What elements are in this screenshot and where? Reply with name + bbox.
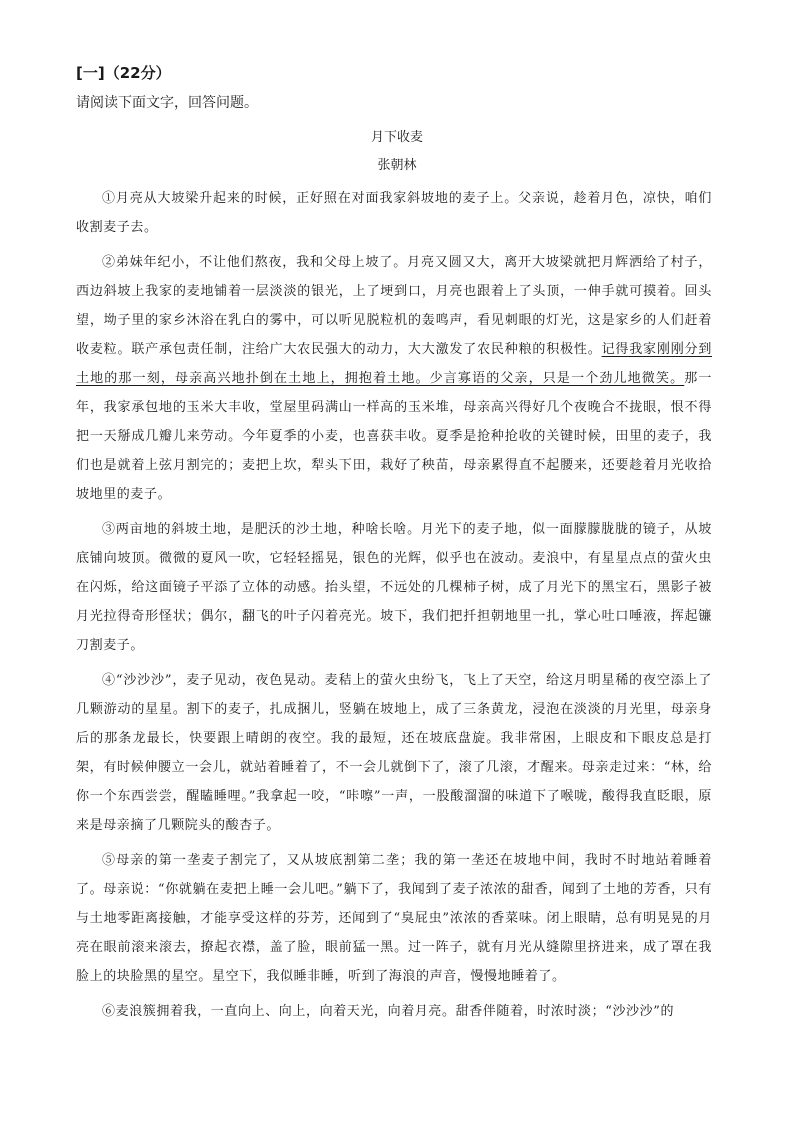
section-heading: [一]（22分） <box>76 64 171 82</box>
paragraph-2-end: 那一年，我家承包地的玉米大丰收，堂屋里码满山一样高的玉米堆，母亲高兴得好几个夜晚合不拢眼，恨不得把一天掰成几瓣儿来劳动。今年夏季的小麦，也喜获丰收。夏季是抢种抢收的关键时候，田里的麦子，我们也是就着上弦月割完的；麦把上坎，犁头下田，栽好了秧苗，母亲累得直不起腰来，还要趁着月光收拾坡地里的麦子。 <box>76 371 712 502</box>
paragraph-4: ④“沙沙沙”，麦子见动，夜色晃动。麦秸上的萤火虫纷飞，飞上了天空，给这月明星稀的夜空添上了几颗游动的星星。割下的麦子，扎成捆儿，竖躺在坡地上，成了三条黄龙，浸泡在淡淡的月光里，母亲身后的那条龙最长，快要跟上晴朗的夜空。我的最短，还在坡底盘旋。我非常困，上眼皮和下眼皮总是打架，有时候伸腰立一会儿，就站着睡着了，不一会儿就倒下了，滚了几滚，才醒来。母亲走过来：“林，给你一个东西尝尝，醒瞌睡哩。”我拿起一咬，“咔嚓”一声，一股酸溜溜的味道下了喉咙，酸得我直眨眼，原来是母亲摘了几颗院头的酸杏子。 <box>76 673 712 833</box>
article-author: 张朝林 <box>377 158 417 173</box>
underlined-passage: 记得我家刚刚分到土地的那一刻，母亲高兴地扑倒在土地上，拥抱着土地。少言寡语的父亲，只是一个劲儿地微笑。 <box>76 342 712 386</box>
article-body <box>76 184 712 1032</box>
paragraph-6: ⑥麦浪簇拥着我，一直向上、向上，向着天光，向着月亮。甜香伴随着，时浓时淡；“沙沙沙”的 <box>102 1004 675 1019</box>
article-title: 月下收麦 <box>370 130 423 145</box>
paragraph-2 <box>76 248 712 509</box>
paragraph-3: ③两亩地的斜坡土地，是肥沃的沙土地，种啥长啥。月光下的麦子地，似一面朦朦胧胧的镜子，从坡底铺向坡顶。微微的夏风一吹，它轻轻摇晃，银色的光辉，似乎也在波动。麦浪中，有星星点点的萤火虫在闪烁，给这面镜子平添了立体的动感。抬头望，不远处的几棵柿子树，成了月光下的黑宝石，黑影子被月光拉得奇形怪状；偶尔，翻飞的叶子闪着亮光。坡下，我们把扦担朝地里一扎，掌心吐口唾液，挥起镰刀割麦子。 <box>76 522 712 653</box>
paragraph-5: ⑤母亲的第一垄麦子割完了，又从坡底割第二垄；我的第一垄还在坡地中间，我时不时地站着睡着了。母亲说：“你就躺在麦把上睡一会儿吧。”躺下了，我闻到了麦子浓浓的甜香，闻到了土地的芳香，只有与土地零距离接触，才能享受这样的芬芳，还闻到了“臭屁虫”浓浓的香菜味。闭上眼睛，总有明晃晃的月亮在眼前滚来滚去，撩起衣襟，盖了脸，眼前猛一黑。过一阵子，就有月光从缝隙里挤进来，成了罩在我脸上的块脸黑的星空。星空下，我似睡非睡，听到了海浪的声音，慢慢地睡着了。 <box>76 853 712 984</box>
instruction-text: 请阅读下面文字，回答问题。 <box>76 95 258 111</box>
paragraph-2-start: ②弟妹年纪小，不让他们熬夜，我和父母上坡了。月亮又圆又大，离开大坡梁就把月辉洒给了村子，西边斜坡上我家的麦地铺着一层淡淡的银光，上了埂到口，月亮也跟着上了头顶，一伸手就可摸着。回头望，坳子里的家乡沐浴在乳白的雾中，可以听见脱粒机的轰鸣声，看见刺眼的灯光，这是家乡的人们赶着收麦粒。联产承包责任制，注给广大农民强大的动力，大大激发了农民种粮的积极性。 <box>76 255 712 357</box>
paragraph-1: ①月亮从大坡梁升起来的时候，正好照在对面我家斜坡地的麦子上。父亲说，趁着月色，凉快，咱们收割麦子去。 <box>76 191 712 235</box>
